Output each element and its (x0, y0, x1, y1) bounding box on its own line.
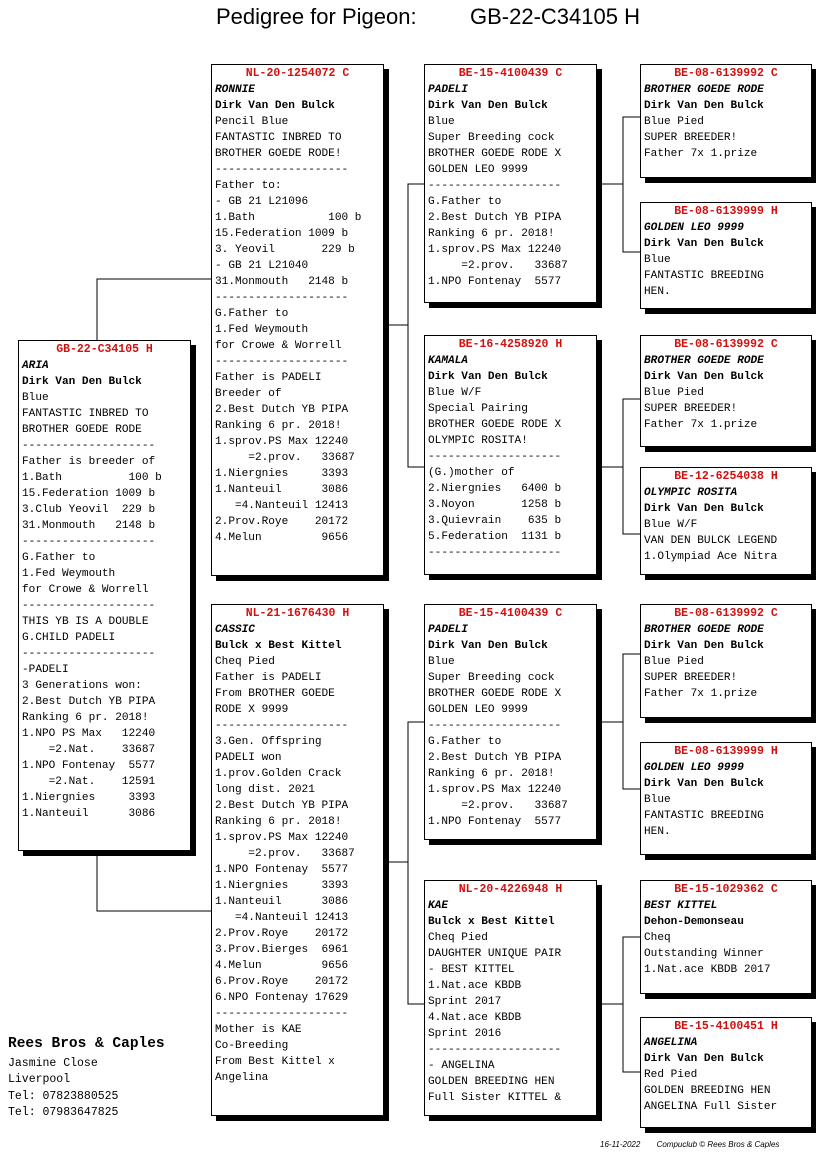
ring-number: NL-20-4226948 H (458, 883, 563, 896)
info-line: 2.Prov.Roye 20172 (215, 928, 349, 940)
info-line: Father 7x 1.prize (644, 419, 758, 431)
info-line: 1.sprov.PS Max 12240 (428, 244, 562, 256)
owner-name: Rees Bros & Caples (8, 1036, 165, 1052)
info-line: From Best Kittel x (215, 1056, 335, 1068)
info-line: BROTHER GOEDE RODE X (428, 688, 562, 700)
ring-number: BE-12-6254038 H (674, 470, 778, 483)
connector-dam-parents (408, 722, 425, 1004)
info-line: Blue (428, 116, 455, 128)
breeder-name: Dirk Van Den Bulck (22, 376, 142, 388)
info-line: 6.Prov.Roye 20172 (215, 976, 349, 988)
pedigree-card-dds[interactable] (640, 880, 812, 994)
pedigree-card-sds[interactable] (640, 335, 812, 447)
pigeon-name: BROTHER GOEDE RODE (644, 355, 764, 367)
info-line: =2.Nat. 12591 (22, 776, 156, 788)
pedigree-card-sire[interactable] (211, 64, 384, 576)
pigeon-name: GOLDEN LEO 9999 (644, 762, 744, 774)
info-line: OLYMPIC ROSITA! (428, 435, 528, 447)
info-line: Angelina (215, 1072, 269, 1084)
pedigree-card-ssd[interactable] (640, 202, 812, 309)
ring-number: BE-15-4100439 C (458, 607, 563, 620)
info-line: GOLDEN LEO 9999 (428, 164, 528, 176)
pigeon-name: PADELI (428, 84, 468, 96)
pedigree-card-dam[interactable] (211, 604, 384, 1116)
info-line: 1.sprov.PS Max 12240 (215, 436, 349, 448)
info-line: Super Breeding cock (428, 132, 555, 144)
pedigree-card-sire-dam[interactable] (424, 335, 597, 575)
connector-root-dam (97, 851, 212, 911)
info-line: 1.prov.Golden Crack (215, 768, 342, 780)
info-line: FANTASTIC BREEDING (644, 810, 764, 822)
breeder-name: Dirk Van Den Bulck (428, 371, 548, 383)
info-line: 1.Nanteuil 3086 (215, 484, 349, 496)
info-line: BROTHER GOEDE RODE X (428, 148, 562, 160)
info-line: Blue (428, 656, 455, 668)
info-line: 15.Federation 1009 b (215, 228, 349, 240)
ring-number: BE-08-6139999 H (674, 205, 778, 218)
info-line: =2.Nat. 33687 (22, 744, 156, 756)
info-line: 1.Fed Weymouth (215, 324, 309, 336)
connector-ds-parents (623, 654, 641, 789)
info-line: 3.Noyon 1258 b (428, 499, 562, 511)
info-line: =2.prov. 33687 (215, 452, 355, 464)
info-line: PADELI won (215, 752, 282, 764)
info-line: Blue W/F (428, 387, 482, 399)
info-line: THIS YB IS A DOUBLE (22, 616, 149, 628)
info-line: Ranking 6 pr. 2018! (215, 816, 342, 828)
info-line: -------------------- (215, 164, 349, 176)
info-line: Blue W/F (644, 519, 698, 531)
pigeon-name: KAE (428, 900, 448, 912)
info-line: Sprint 2017 (428, 996, 502, 1008)
info-line: 1.Bath 100 b (215, 212, 362, 224)
info-line: Ranking 6 pr. 2018! (428, 228, 555, 240)
info-line: 4.Melun 9656 (215, 960, 349, 972)
info-line: ANGELINA Full Sister (644, 1101, 778, 1113)
pedigree-card-ddd[interactable] (640, 1017, 812, 1128)
breeder-name: Dirk Van Den Bulck (215, 100, 335, 112)
info-line: 1.sprov.PS Max 12240 (215, 832, 349, 844)
info-line: Father is PADELI (215, 672, 322, 684)
ring-number: NL-21-1676430 H (245, 607, 350, 620)
info-line: -------------------- (22, 536, 156, 548)
info-line: 2.Best Dutch YB PIPA (215, 800, 349, 812)
info-line: Cheq Pied (215, 656, 275, 668)
info-line: 1.NPO PS Max 12240 (22, 728, 156, 740)
info-line: -------------------- (22, 648, 156, 660)
info-line: 1.NPO Fontenay 5577 (215, 864, 349, 876)
info-line: 2.Best Dutch YB PIPA (428, 752, 562, 764)
info-line: Super Breeding cock (428, 672, 555, 684)
info-line: 3.Prov.Bierges 6961 (215, 944, 349, 956)
pedigree-card-sss[interactable] (640, 64, 812, 178)
info-line: Blue (644, 254, 671, 266)
info-line: 3 Generations won: (22, 680, 142, 692)
info-line: 1.Bath 100 b (22, 472, 162, 484)
info-line: =2.prov. 33687 (428, 260, 568, 272)
info-line: 1.Olympiad Ace Nitra (644, 551, 778, 563)
info-line: 1.Nanteuil 3086 (215, 896, 349, 908)
info-line: -------------------- (215, 356, 349, 368)
pedigree-card-sdd[interactable] (640, 467, 812, 575)
owner-phone: Tel: 07823880525 (8, 1089, 119, 1103)
info-line: Blue (644, 794, 671, 806)
info-line: 2.Best Dutch YB PIPA (215, 404, 349, 416)
info-line: 3.Club Yeovil 229 b (22, 504, 156, 516)
breeder-name: Dirk Van Den Bulck (428, 100, 548, 112)
info-line: 1.Nanteuil 3086 (22, 808, 156, 820)
info-line: - GB 21 L21040 (215, 260, 309, 272)
info-line: 1.Nat.ace KBDB 2017 (644, 964, 771, 976)
info-line: =4.Nanteuil 12413 (215, 500, 349, 512)
pigeon-name: KAMALA (428, 355, 468, 367)
info-line: HEN. (644, 826, 671, 838)
info-line: DAUGHTER UNIQUE PAIR (428, 948, 562, 960)
info-line: Father 7x 1.prize (644, 688, 758, 700)
info-line: - GB 21 L21096 (215, 196, 309, 208)
info-line: G.Father to (428, 196, 502, 208)
ring-number: BE-08-6139992 C (674, 607, 778, 620)
title-label: Pedigree for Pigeon: (216, 4, 417, 29)
breeder-name: Dirk Van Den Bulck (644, 1053, 764, 1065)
info-line: Mother is KAE (215, 1024, 302, 1036)
info-line: Sprint 2016 (428, 1028, 502, 1040)
info-line: for Crowe & Worrell (215, 340, 342, 352)
info-line: Full Sister KITTEL & (428, 1092, 562, 1104)
info-line: Ranking 6 pr. 2018! (215, 420, 342, 432)
pedigree-card-dam-dam[interactable] (424, 880, 597, 1116)
info-line: 2.Best Dutch YB PIPA (428, 212, 562, 224)
connector-ss-parents (623, 117, 641, 252)
info-line: =2.prov. 33687 (215, 848, 355, 860)
pigeon-name: CASSIC (215, 624, 255, 636)
info-line: G.CHILD PADELI (22, 632, 116, 644)
info-line: 4.Melun 9656 (215, 532, 349, 544)
info-line: (G.)mother of (428, 467, 515, 479)
info-line: SUPER BREEDER! (644, 403, 738, 415)
info-line: 5.Federation 1131 b (428, 531, 562, 543)
info-line: BROTHER GOEDE RODE X (428, 419, 562, 431)
owner-address-line: Liverpool (8, 1073, 71, 1087)
info-line: BROTHER GOEDE RODE (22, 424, 142, 436)
pedigree-card-sire-sire[interactable] (424, 64, 597, 303)
ring-number: BE-15-1029362 C (674, 883, 778, 896)
info-line: BROTHER GOEDE RODE! (215, 148, 342, 160)
pigeon-name: OLYMPIC ROSITA (644, 487, 738, 499)
info-line: FANTASTIC INBRED TO (22, 408, 149, 420)
info-line: 1.Niergnies 3393 (22, 792, 156, 804)
info-line: =4.Nanteuil 12413 (215, 912, 349, 924)
owner-address-line: Jasmine Close (8, 1057, 98, 1070)
info-line: -------------------- (215, 292, 349, 304)
info-line: Special Pairing (428, 403, 528, 415)
info-line: Blue Pied (644, 656, 704, 668)
ring-number: BE-16-4258920 H (458, 338, 563, 351)
owner-block (8, 1034, 165, 1121)
info-line: SUPER BREEDER! (644, 132, 738, 144)
info-line: -------------------- (428, 180, 562, 192)
info-line: Cheq Pied (428, 932, 488, 944)
info-line: -------------------- (428, 720, 562, 732)
info-line: Father is PADELI (215, 372, 322, 384)
info-line: G.Father to (215, 308, 289, 320)
info-line: -------------------- (22, 600, 156, 612)
info-line: From BROTHER GOEDE (215, 688, 335, 700)
ring-number: BE-15-4100451 H (674, 1020, 778, 1033)
info-line: 4.Nat.ace KBDB (428, 1012, 522, 1024)
info-line: G.Father to (428, 736, 502, 748)
info-line: Father is breeder of (22, 456, 156, 468)
pedigree-card-root[interactable] (18, 340, 191, 851)
info-line: HEN. (644, 286, 671, 298)
info-line: -PADELI (22, 664, 69, 676)
breeder-name: Dirk Van Den Bulck (644, 100, 764, 112)
info-line: -------------------- (215, 1008, 349, 1020)
breeder-name: Bulck x Best Kittel (215, 640, 342, 652)
ring-number: GB-22-C34105 H (56, 343, 153, 356)
pigeon-name: GOLDEN LEO 9999 (644, 222, 744, 234)
info-line: -------------------- (428, 1044, 562, 1056)
pedigree-card-dsd[interactable] (640, 742, 812, 855)
info-line: GOLDEN BREEDING HEN (428, 1076, 555, 1088)
ring-number: BE-08-6139992 C (674, 338, 778, 351)
info-line: 2.Best Dutch YB PIPA (22, 696, 156, 708)
breeder-name: Bulck x Best Kittel (428, 916, 555, 928)
info-line: Blue Pied (644, 387, 704, 399)
info-line: Breeder of (215, 388, 282, 400)
info-line: Ranking 6 pr. 2018! (428, 768, 555, 780)
breeder-name: Dirk Van Den Bulck (644, 238, 764, 250)
ring-number: BE-15-4100439 C (458, 67, 563, 80)
pigeon-name: BEST KITTEL (644, 900, 718, 912)
info-line: FANTASTIC INBRED TO (215, 132, 342, 144)
info-line: Pencil Blue (215, 116, 289, 128)
info-line: Outstanding Winner (644, 948, 764, 960)
info-line: - BEST KITTEL (428, 964, 515, 976)
pigeon-name: BROTHER GOEDE RODE (644, 84, 764, 96)
info-line: 1.Nat.ace KBDB (428, 980, 522, 992)
info-line: Ranking 6 pr. 2018! (22, 712, 149, 724)
pedigree-card-dss[interactable] (640, 604, 812, 718)
pigeon-name: BROTHER GOEDE RODE (644, 624, 764, 636)
breeder-name: Dirk Van Den Bulck (644, 640, 764, 652)
info-line: -------------------- (215, 720, 349, 732)
info-line: RODE X 9999 (215, 704, 289, 716)
info-line: 3.Quievrain 635 b (428, 515, 562, 527)
info-line: 1.NPO Fontenay 5577 (428, 816, 562, 828)
info-line: 1.Niergnies 3393 (215, 880, 349, 892)
info-line: VAN DEN BULCK LEGEND (644, 535, 778, 547)
info-line: 1.Niergnies 3393 (215, 468, 349, 480)
footer-date: 16-11-2022 (600, 1140, 641, 1149)
breeder-name: Dirk Van Den Bulck (644, 778, 764, 790)
info-line: 31.Monmouth 2148 b (215, 276, 349, 288)
info-line: 31.Monmouth 2148 b (22, 520, 156, 532)
info-line: GOLDEN LEO 9999 (428, 704, 528, 716)
ring-number: NL-20-1254072 C (245, 67, 350, 80)
footer (600, 1140, 779, 1149)
pigeon-name: ARIA (22, 360, 49, 372)
info-line: -------------------- (22, 440, 156, 452)
breeder-name: Dirk Van Den Bulck (644, 371, 764, 383)
footer-credit: Compuclub © Rees Bros & Caples (656, 1140, 780, 1149)
ring-number: BE-08-6139999 H (674, 745, 778, 758)
pigeon-name: PADELI (428, 624, 468, 636)
breeder-name: Dirk Van Den Bulck (644, 503, 764, 515)
connector-sire-parents (408, 184, 425, 467)
connector-sd-parents (623, 399, 641, 534)
info-line: 1.sprov.PS Max 12240 (428, 784, 562, 796)
title-ring: GB-22-C34105 H (470, 4, 640, 29)
info-line: Red Pied (644, 1069, 698, 1081)
info-line: Blue (22, 392, 49, 404)
info-line: 3. Yeovil 229 b (215, 244, 355, 256)
pigeon-name: ANGELINA (644, 1037, 698, 1049)
ring-number: BE-08-6139992 C (674, 67, 778, 80)
info-line: FANTASTIC BREEDING (644, 270, 764, 282)
breeder-name: Dehon-Demonseau (644, 916, 744, 928)
info-line: Father to: (215, 180, 282, 192)
owner-phone: Tel: 07983647825 (8, 1105, 119, 1119)
info-line: 1.NPO Fontenay 5577 (428, 276, 562, 288)
info-line: Father 7x 1.prize (644, 148, 758, 160)
pedigree-card-dam-sire[interactable] (424, 604, 597, 840)
info-line: 3.Gen. Offspring (215, 736, 322, 748)
info-line: 2.Prov.Roye 20172 (215, 516, 349, 528)
info-line: =2.prov. 33687 (428, 800, 568, 812)
info-line: - ANGELINA (428, 1060, 495, 1072)
info-line: G.Father to (22, 552, 96, 564)
info-line: 15.Federation 1009 b (22, 488, 156, 500)
info-line: long dist. 2021 (215, 784, 315, 796)
info-line: 1.NPO Fontenay 5577 (22, 760, 156, 772)
info-line: -------------------- (428, 547, 562, 559)
info-line: for Crowe & Worrell (22, 584, 149, 596)
info-line: GOLDEN BREEDING HEN (644, 1085, 771, 1097)
info-line: SUPER BREEDER! (644, 672, 738, 684)
info-line: -------------------- (428, 451, 562, 463)
info-line: Co-Breeding (215, 1040, 289, 1052)
info-line: 1.Fed Weymouth (22, 568, 116, 580)
pigeon-name: RONNIE (215, 84, 255, 96)
info-line: 6.NPO Fontenay 17629 (215, 992, 349, 1004)
connector-dd-parents (623, 937, 641, 1072)
connector-root-sire (97, 279, 212, 340)
info-line: Blue Pied (644, 116, 704, 128)
info-line: 2.Niergnies 6400 b (428, 483, 562, 495)
breeder-name: Dirk Van Den Bulck (428, 640, 548, 652)
info-line: Cheq (644, 932, 671, 944)
